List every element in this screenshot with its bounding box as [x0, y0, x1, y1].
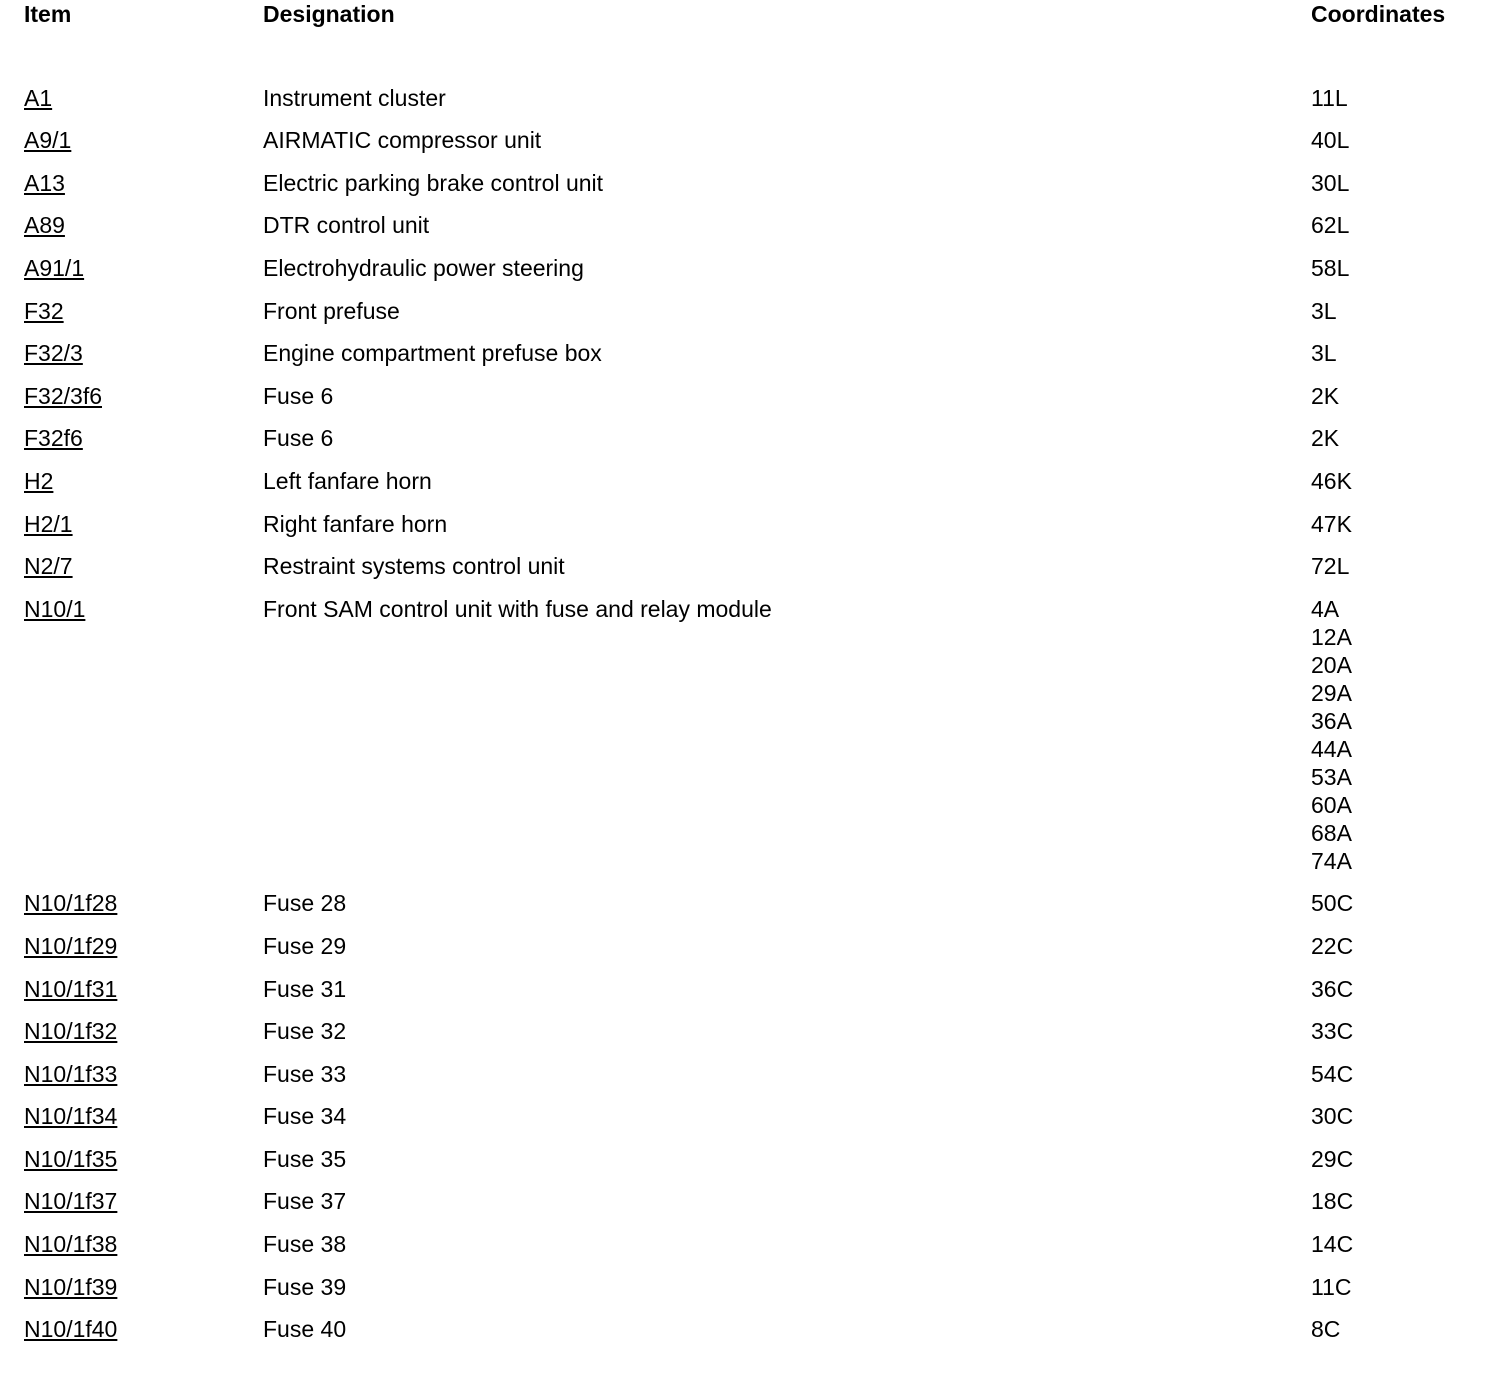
- coordinates-cell: [1311, 339, 1337, 367]
- coordinate-value: 18C: [1311, 1188, 1354, 1215]
- table-row: [0, 975, 1504, 1018]
- coordinate-value: 11C: [1311, 1273, 1352, 1300]
- item-link[interactable]: H2: [24, 467, 54, 494]
- coordinate-value: 3L: [1311, 297, 1337, 324]
- coordinate-value: 20A: [1311, 651, 1352, 678]
- coordinates-cell: [1311, 467, 1352, 495]
- item-link[interactable]: N10/1f40: [24, 1316, 118, 1343]
- item-link[interactable]: A1: [24, 84, 53, 111]
- table-row: [0, 1017, 1504, 1060]
- coordinate-value: 58L: [1311, 254, 1350, 281]
- coordinate-value: 29A: [1311, 679, 1352, 706]
- table-row: [0, 1102, 1504, 1145]
- item-link[interactable]: F32f6: [24, 425, 83, 452]
- coordinate-value: 22C: [1311, 932, 1354, 959]
- coordinates-cell: [1311, 510, 1352, 538]
- designation-text: Front SAM control unit with fuse and relay module: [263, 595, 772, 622]
- designation-text: Fuse 37: [263, 1188, 347, 1215]
- item-link[interactable]: N10/1f35: [24, 1145, 118, 1172]
- item-link[interactable]: H2/1: [24, 510, 73, 537]
- table-row: [0, 424, 1504, 467]
- coordinates-cell: [1311, 889, 1353, 917]
- designation-text: Left fanfare horn: [263, 467, 432, 494]
- table-row: [0, 211, 1504, 254]
- coordinates-cell: [1311, 932, 1353, 960]
- table-row: [0, 1060, 1504, 1103]
- coordinate-value: 53A: [1311, 763, 1352, 790]
- coordinate-value: 2K: [1311, 382, 1340, 409]
- item-link[interactable]: F32/3: [24, 340, 83, 367]
- item-link[interactable]: A91/1: [24, 254, 85, 281]
- coordinates-cell: [1311, 1017, 1353, 1045]
- coordinate-value: 47K: [1311, 510, 1352, 537]
- designation-text: Electrohydraulic power steering: [263, 254, 584, 281]
- coordinate-value: 30C: [1311, 1103, 1354, 1130]
- coordinates-cell: [1311, 1273, 1352, 1301]
- item-link[interactable]: F32: [24, 297, 64, 324]
- coordinates-cell: [1311, 595, 1352, 875]
- table-header: [0, 0, 1504, 84]
- table-row: [0, 84, 1504, 127]
- coordinate-value: 50C: [1311, 890, 1354, 917]
- coordinate-value: 36C: [1311, 975, 1354, 1002]
- coordinate-value: 2K: [1311, 425, 1340, 452]
- coordinates-cell: [1311, 424, 1339, 452]
- table-row: [0, 467, 1504, 510]
- coordinates-cell: [1311, 552, 1349, 580]
- item-link[interactable]: N10/1f32: [24, 1018, 118, 1045]
- item-link[interactable]: N10/1f33: [24, 1060, 118, 1087]
- coordinate-value: 54C: [1311, 1060, 1354, 1087]
- item-link[interactable]: A89: [24, 212, 65, 239]
- table-row: [0, 552, 1504, 595]
- item-link[interactable]: A9/1: [24, 127, 72, 154]
- designation-text: Fuse 32: [263, 1018, 347, 1045]
- table-row: [0, 1145, 1504, 1188]
- designation-text: Fuse 35: [263, 1145, 347, 1172]
- designation-text: Fuse 33: [263, 1060, 347, 1087]
- coordinate-value: 12A: [1311, 623, 1352, 650]
- coordinates-cell: [1311, 1315, 1340, 1343]
- coordinate-value: 33C: [1311, 1018, 1354, 1045]
- item-link[interactable]: N10/1f29: [24, 932, 118, 959]
- coordinate-value: 40L: [1311, 127, 1350, 154]
- coordinate-value: 3L: [1311, 340, 1337, 367]
- designation-text: Fuse 28: [263, 890, 347, 917]
- coordinate-value: 29C: [1311, 1145, 1354, 1172]
- item-link[interactable]: A13: [24, 169, 65, 196]
- designation-text: DTR control unit: [263, 212, 430, 239]
- header-designation: Designation: [263, 1, 395, 27]
- item-link[interactable]: N2/7: [24, 553, 73, 580]
- table-row: [0, 382, 1504, 425]
- coordinates-cell: [1311, 1187, 1353, 1215]
- designation-text: Fuse 38: [263, 1231, 347, 1258]
- table-row: [0, 1187, 1504, 1230]
- designation-text: Fuse 31: [263, 975, 347, 1002]
- item-link[interactable]: N10/1f31: [24, 975, 118, 1002]
- item-link[interactable]: N10/1f39: [24, 1273, 118, 1300]
- coordinate-value: 11L: [1311, 84, 1348, 111]
- designation-text: Fuse 29: [263, 932, 347, 959]
- table-row: [0, 126, 1504, 169]
- table-row: [0, 595, 1504, 890]
- coordinate-value: 60A: [1311, 791, 1352, 818]
- designation-text: Fuse 39: [263, 1273, 347, 1300]
- table-body: [0, 84, 1504, 1358]
- coordinates-cell: [1311, 1230, 1353, 1258]
- designation-text: Right fanfare horn: [263, 510, 448, 537]
- coordinate-value: 74A: [1311, 847, 1352, 874]
- item-link[interactable]: N10/1: [24, 595, 86, 622]
- header-coordinates: Coordinates: [1311, 1, 1446, 27]
- table-row: [0, 889, 1504, 932]
- designation-text: Restraint systems control unit: [263, 553, 565, 580]
- coordinate-value: 46K: [1311, 467, 1352, 494]
- item-link[interactable]: N10/1f28: [24, 890, 118, 917]
- coordinates-cell: [1311, 211, 1349, 239]
- coordinates-cell: [1311, 1060, 1353, 1088]
- item-link[interactable]: F32/3f6: [24, 382, 102, 409]
- designation-text: AIRMATIC compressor unit: [263, 127, 542, 154]
- coordinates-cell: [1311, 382, 1339, 410]
- table-row: [0, 932, 1504, 975]
- table-row: [0, 254, 1504, 297]
- designation-text: Instrument cluster: [263, 84, 446, 111]
- table-row: [0, 169, 1504, 212]
- coordinate-value: 8C: [1311, 1316, 1341, 1343]
- designation-text: Fuse 6: [263, 382, 334, 409]
- coordinate-value: 68A: [1311, 819, 1352, 846]
- table-row: [0, 510, 1504, 553]
- coordinates-cell: [1311, 297, 1337, 325]
- header-item: Item: [24, 1, 72, 27]
- coordinates-cell: [1311, 84, 1348, 112]
- designation-text: Engine compartment prefuse box: [263, 340, 602, 367]
- designation-text: Fuse 6: [263, 425, 334, 452]
- designation-text: Front prefuse: [263, 297, 400, 324]
- coordinate-value: 72L: [1311, 553, 1350, 580]
- coordinates-cell: [1311, 1145, 1353, 1173]
- coordinate-value: 36A: [1311, 707, 1352, 734]
- item-link[interactable]: N10/1f38: [24, 1231, 118, 1258]
- coordinate-value: 62L: [1311, 212, 1350, 239]
- designation-text: Fuse 34: [263, 1103, 347, 1130]
- table-row: [0, 1230, 1504, 1273]
- table-row: [0, 1315, 1504, 1358]
- table-row: [0, 339, 1504, 382]
- coordinate-value: 30L: [1311, 169, 1350, 196]
- designation-text: Electric parking brake control unit: [263, 169, 604, 196]
- coordinates-cell: [1311, 254, 1349, 282]
- coordinates-cell: [1311, 126, 1349, 154]
- item-link[interactable]: N10/1f34: [24, 1103, 118, 1130]
- table-row: [0, 1273, 1504, 1316]
- coordinate-value: 4A: [1311, 595, 1340, 622]
- item-link[interactable]: N10/1f37: [24, 1188, 118, 1215]
- designation-text: Fuse 40: [263, 1316, 347, 1343]
- coordinate-value: 44A: [1311, 735, 1352, 762]
- coordinates-cell: [1311, 1102, 1353, 1130]
- coordinate-value: 14C: [1311, 1231, 1354, 1258]
- table-row: [0, 297, 1504, 340]
- coordinates-cell: [1311, 169, 1349, 197]
- coordinates-cell: [1311, 975, 1353, 1003]
